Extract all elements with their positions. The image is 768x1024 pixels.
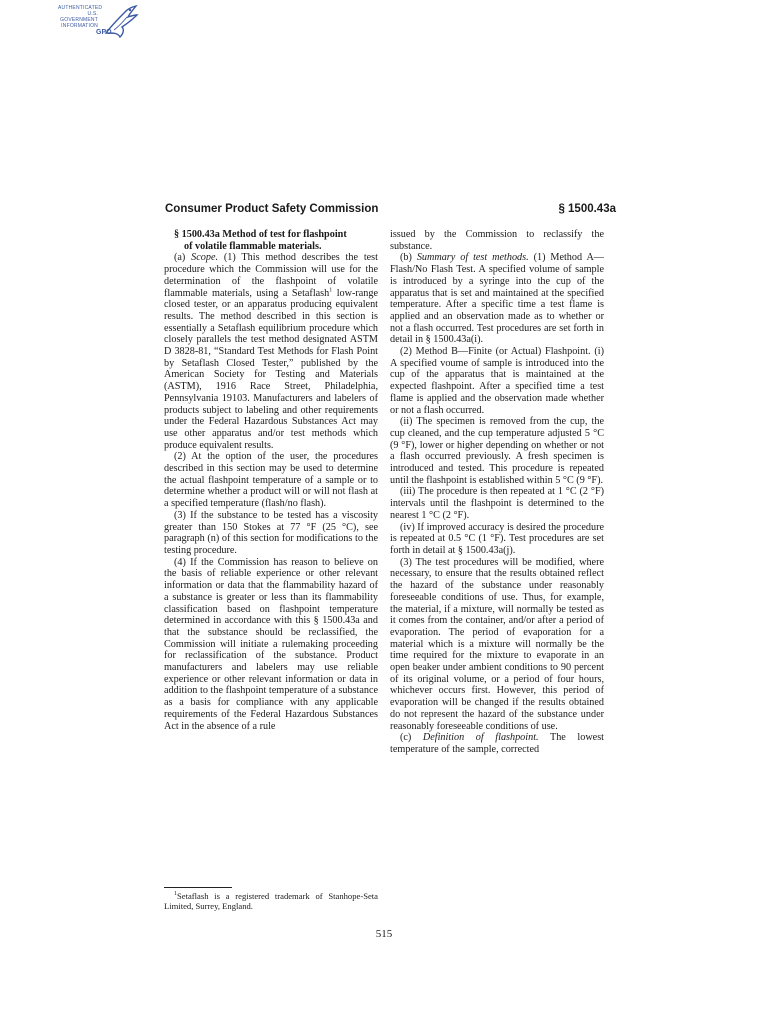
section-heading <box>164 229 378 252</box>
paragraph-b2-ii: (ii) The specimen is removed from the cup, the cup cleaned, and the cup temperature adjusted 5 °C (9 °F), lower or higher depending on whether or not a flash occurred previously. A fresh specimen is introduced and tested. This procedure is repeated until the flashpoint is established within 5 °C (9 °F). <box>390 416 604 486</box>
footnote-divider <box>164 887 232 888</box>
header-section-number: § 1500.43a <box>558 203 616 215</box>
left-column <box>164 229 378 732</box>
paragraph-b-summary <box>390 252 604 346</box>
paragraph-b-text: (1) Method A—Flash/No Flash Test. A specified volume of sample is introduced by a syringe into the cup of the apparatus that is set and maintained at the specified temperature. After a specific time a test flame is applied and an observation made as to whether or not a flash occurred. Test procedures are set forth in detail in § 1500.43a(i). <box>390 252 604 346</box>
paragraph-a-text-2: low-range closed tester, or an apparatus producing equivalent results. The method described in this section is essentially a Setaflash equilibrium procedure which closely parallels the test method designated ASTM D 3828-81, “Standard Test Methods for Flash Point by Setaflash Closed Tester,” published by the American Society for Testing and Materials (ASTM), 1916 Race Street, Philadelphia, Pennsylvania 19103. Manufacturers and labelers of products subject to labeling and other requirements under the Federal Hazardous Substances Act may use other apparatus and/or test methods which produce equivalent results. <box>164 287 378 451</box>
paragraph-a4: (4) If the Commission has reason to believe on the basis of reliable experience or other relevant information or data that the flammability hazard of a substance is greater or less than its flammability classification based on flashpoint temperature determined in accordance with this § 1500.43a and that the substance should be reclassified, the Commission will initiate a rulemaking proceeding for reclassification of the substance. Product manufacturers and labelers may use reliable experience or other relevant information or data in addition to the flashpoint temperature of a substance as a basis for compliance with any applicable requirements of the Federal Hazardous Substances Act in the absence of a rule <box>164 556 378 732</box>
paragraph-a-text-1: (1) This method describes the test procedure which the Commission will use for the determination of the flashpoint of volatile flammable materials, using a Setaflash <box>164 252 378 299</box>
header-agency-title: Consumer Product Safety Commission <box>165 203 379 215</box>
paragraph-b2-iii: (iii) The procedure is then repeated at 1 °C (2 °F) intervals until the flashpoint is determined to the nearest 1 °C (2 °F). <box>390 486 604 521</box>
paragraph-c-label: Definition of flashpoint. <box>422 732 539 744</box>
gpo-eagle-logo-icon <box>100 3 140 45</box>
gpo-line-1: AUTHENTICATED <box>58 5 103 11</box>
paragraph-a3: (3) If the substance to be tested has a viscosity greater than 150 Stokes at 77 °F (25 °C), see paragraph (n) of this section for modifications to the testing procedure. <box>164 509 378 556</box>
paragraph-a4-continued: issued by the Commission to reclassify the substance. <box>390 229 604 252</box>
paragraph-c-intro: (c) <box>400 732 423 744</box>
right-column <box>390 229 604 756</box>
paragraph-c-text: The lowest temperature of the sample, corrected <box>390 732 604 755</box>
footnote-text: Setaflash is a registered trademark of Stanhope-Seta Limited, Surrey, England. <box>164 891 378 911</box>
running-header <box>165 203 616 219</box>
paragraph-c-definition <box>390 732 604 755</box>
paragraph-b2: (2) Method B—Finite (or Actual) Flashpoint. (i) A specified voume of sample is introduced into the cup of the apparatus that is maintained at the expected flashpoint. After a specified time a test flame is applied and the observation made whether or not a flash occurred. <box>390 346 604 416</box>
gpo-line-3: INFORMATION <box>61 23 98 29</box>
gpo-line-2: U.S. GOVERNMENT <box>60 11 98 23</box>
paragraph-b2-iv: (iv) If improved accuracy is desired the procedure is repeated at 0.5 °C (1 °F). Test procedures are set forth in detail at § 1500.43a(j). <box>390 521 604 556</box>
paragraph-b3: (3) The test procedures will be modified, where necessary, to ensure that the results obtained reflect the hazard of the substance under reasonably foreseeable conditions of use. Thus, for example, the material, if a mixture, will normally be tested as it comes from the container, and/or after a period of evaporation. The period of evaporation for a material which is a mixture will normally be the time required for the mixture to evaporate in an open beaker under ambient conditions to 90 percent of its original volume, or a period of four hours, whichever occurs first. However, this period of evaporation will be changed if the results obtained do not represent the hazard of the substance under reasonably foreseeable conditions of use. <box>390 556 604 732</box>
paragraph-b-label: Summary of test methods. <box>416 252 529 264</box>
gpo-authentication-text <box>58 5 103 29</box>
footnote-ref-1: 1 <box>329 287 333 294</box>
paragraph-a-intro: (a) <box>174 252 192 264</box>
gpo-wordmark: GPO <box>96 29 112 36</box>
paragraph-a2: (2) At the option of the user, the procedures described in this section may be used to determine the actual flashpoint temperature of a sample or to determine whether a product will or will not flash at a specified temperature (flash/no flash). <box>164 451 378 510</box>
paragraph-a-scope <box>164 252 378 451</box>
section-heading-line-1: § 1500.43a Method of test for flashpoint <box>174 229 347 240</box>
paragraph-a-label: Scope. <box>191 252 219 264</box>
page-number: 515 <box>375 928 393 940</box>
footnote <box>164 891 378 911</box>
section-heading-line-2: of volatile flammable materials. <box>184 240 322 252</box>
paragraph-b-intro: (b) <box>400 252 417 264</box>
footnote-number: 1 <box>174 891 177 898</box>
